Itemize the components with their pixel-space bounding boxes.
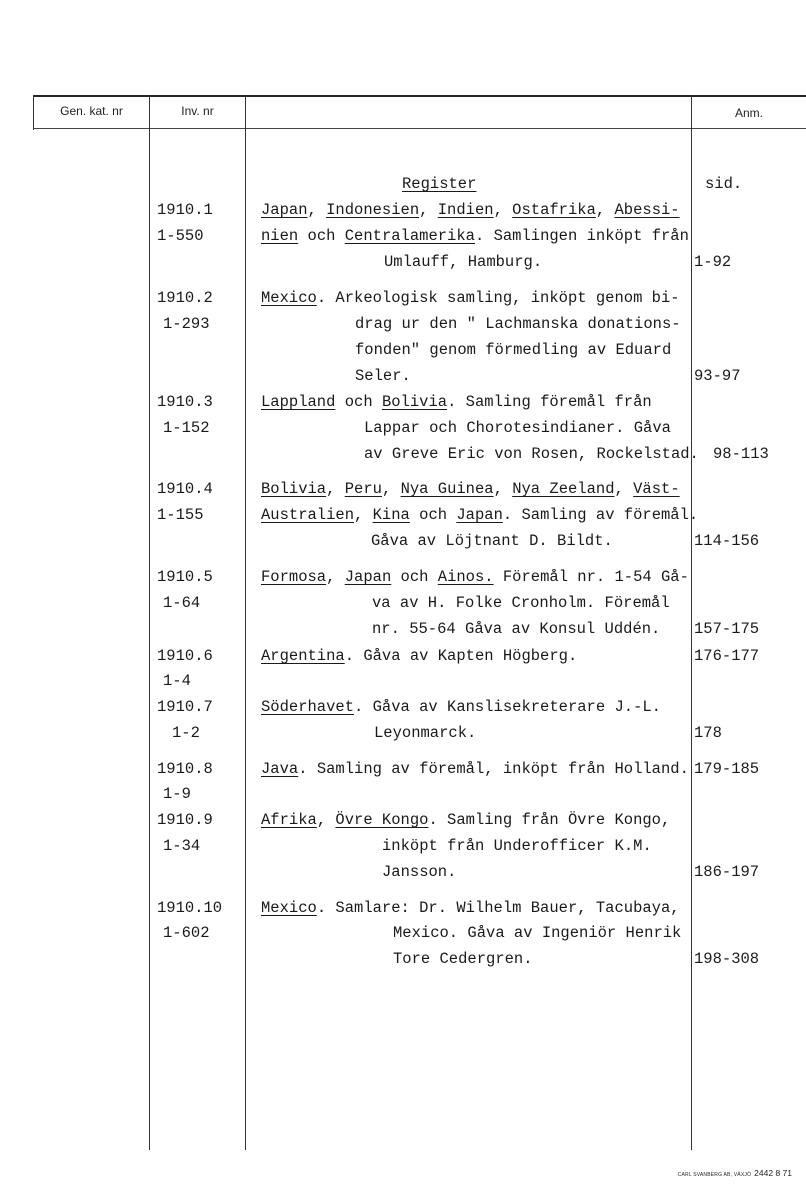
page-range: 93-97 — [694, 367, 741, 385]
entry-line: Mexico. Arkeologisk samling, inköpt genom bi- — [261, 289, 680, 307]
entry-line: Tore Cedergren. — [393, 950, 533, 968]
column-rule-anm — [691, 95, 692, 1150]
form-code: 2442 8 71 — [754, 1168, 792, 1178]
entry-line: Lappland och Bolivia. Samling föremål från — [261, 393, 652, 411]
page-range: 186-197 — [694, 863, 760, 881]
entry-line: drag ur den " Lachmanska donations- — [355, 315, 681, 333]
entry-line: Leyonmarck. — [374, 724, 477, 742]
inv-year: 1910.10 — [157, 899, 223, 917]
page-range: 198-308 — [694, 950, 760, 968]
page-range: 114-156 — [694, 532, 760, 550]
entry-line: Afrika, Övre Kongo. Samling från Övre Kongo, — [261, 811, 671, 829]
page-range: 1-92 — [694, 253, 732, 271]
column-rule-gen — [149, 95, 150, 1150]
entry-line: Formosa, Japan och Ainos. Föremål nr. 1-54 Gå- — [261, 568, 689, 586]
entry-line: Australien, Kina och Japan. Samling av föremål. — [261, 506, 699, 524]
inv-year: 1910.8 — [157, 760, 213, 778]
sid-label: sid. — [705, 175, 743, 193]
entry-line: Lappar och Chorotesindianer. Gåva — [364, 419, 671, 437]
entry-line: Gåva av Löjtnant D. Bildt. — [371, 532, 613, 550]
entry-line: Seler. — [355, 367, 411, 385]
entry-line: nien och Centralamerika. Samlingen inköpt från — [261, 227, 689, 245]
entry-line: fonden" genom förmedling av Eduard — [355, 341, 672, 359]
entry-line: nr. 55-64 Gåva av Konsul Uddén. — [372, 620, 661, 638]
entry-line: Mexico. Samlare: Dr. Wilhelm Bauer, Tacubaya, — [261, 899, 680, 917]
page-range: 176-177 — [694, 647, 760, 665]
inv-range: 1-34 — [163, 837, 201, 855]
entry-line: Argentina. Gåva av Kapten Högberg. — [261, 647, 578, 665]
entry-line: Java. Samling av föremål, inköpt från Holland. — [261, 760, 689, 778]
inv-range: 1-155 — [157, 506, 204, 524]
header-anm: Anm. — [734, 106, 763, 120]
inv-range: 1-152 — [163, 419, 210, 437]
inv-year: 1910.3 — [157, 393, 213, 411]
page-range: 157-175 — [694, 620, 760, 638]
inv-range: 1-2 — [172, 724, 200, 742]
inv-year: 1910.9 — [157, 811, 213, 829]
inv-year: 1910.1 — [157, 201, 213, 219]
entry-line: Söderhavet. Gåva av Kanslisekreterare J.-L. — [261, 698, 661, 716]
inv-range: 1-64 — [163, 594, 201, 612]
printer-mark — [678, 1168, 792, 1178]
inv-year: 1910.7 — [157, 698, 213, 716]
page-range: 178 — [694, 724, 722, 742]
entry-line: Jansson. — [382, 863, 457, 881]
inv-year: 1910.2 — [157, 289, 213, 307]
inv-range: 1-4 — [163, 672, 191, 690]
header-gen-kat-nr: Gen. kat. nr — [60, 104, 123, 118]
entry-line: Mexico. Gåva av Ingeniör Henrik — [393, 924, 682, 942]
page-range: 179-185 — [694, 760, 760, 778]
inv-year: 1910.6 — [157, 647, 213, 665]
column-rule-inv — [245, 95, 246, 1150]
inv-range: 1-9 — [163, 785, 191, 803]
entry-line: av Greve Eric von Rosen, Rockelstad. — [364, 445, 699, 463]
entry-line: Umlauff, Hamburg. — [384, 253, 543, 271]
entry-line: Japan, Indonesien, Indien, Ostafrika, Abessi- — [261, 201, 680, 219]
printer-name: CARL SVANBERG AB, VÄXJÖ — [677, 1172, 752, 1178]
entry-line: inköpt från Underofficer K.M. — [382, 837, 652, 855]
entry-line: Bolivia, Peru, Nya Guinea, Nya Zeeland, Väst- — [261, 480, 680, 498]
inv-range: 1-602 — [163, 924, 210, 942]
register-title: Register — [402, 175, 477, 193]
inv-range: 1-293 — [163, 315, 210, 333]
page-range: 98-113 — [713, 445, 769, 463]
inv-range: 1-550 — [157, 227, 204, 245]
inv-year: 1910.4 — [157, 480, 213, 498]
inv-year: 1910.5 — [157, 568, 213, 586]
entry-line: va av H. Folke Cronholm. Föremål — [372, 594, 670, 612]
header-inv-nr: Inv. nr — [181, 104, 214, 118]
